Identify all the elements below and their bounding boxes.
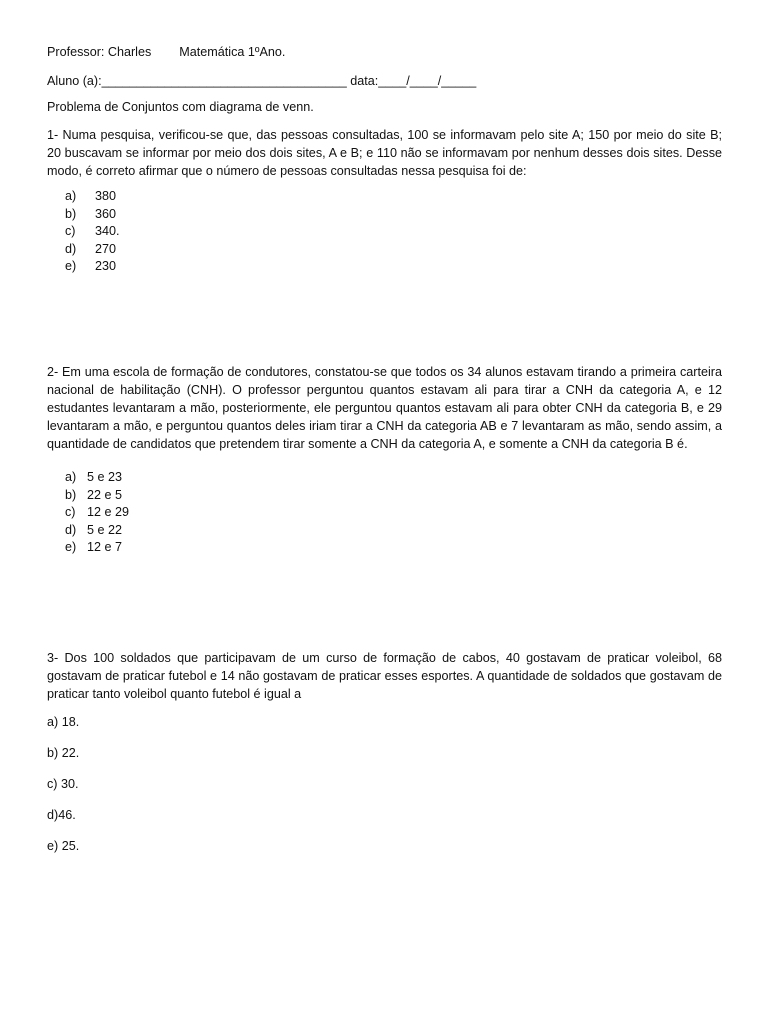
option-3b: b) 22. <box>47 746 80 760</box>
subject-title: Matemática 1ºAno. <box>179 45 286 59</box>
student-line: Aluno (a):___________________________________ data:____/____/_____ <box>47 74 477 88</box>
question-1-text: 1- Numa pesquisa, verificou-se que, das pessoas consultadas, 100 se informavam pelo site A; 150 por meio do site B; 20 buscavam se informar por meio dos dois sites, A e B; e 110 não se informavam por nenhum desses dois sites. Desse modo, é correto afirmar que o número de pessoas consultadas nessa pesquisa foi de: <box>47 128 722 178</box>
worksheet-page <box>47 0 723 1024</box>
option-3e: e) 25. <box>47 839 80 853</box>
topic-title: Problema de Conjuntos com diagrama de venn. <box>47 100 314 114</box>
option-3d: d)46. <box>47 808 76 822</box>
option-3a: a) 18. <box>47 715 80 729</box>
question-1-options <box>65 188 120 276</box>
option-2d: d) 5 e 22 <box>65 522 123 537</box>
option-1a: a) 380 <box>65 189 117 203</box>
option-1d: d) 270 <box>65 241 117 256</box>
option-1b: b) 360 <box>65 206 117 221</box>
question-2-text: 2- Em uma escola de formação de condutores, constatou-se que todos os 34 alunos estavam tirando a primeira carteira nacional de habilitação (CNH). O professor perguntou quantos estavam ali para tirar a CNH da categoria A, e 12 estudantes levantaram a mão, posteriormente, ele perguntou quantos estavam ali para obter CNH da categoria B, e 29 levantaram a mão, e perguntou quantos deles iriam tirar a CNH da categoria AB e 7 levantaram as mão, sendo assim, a quantidade de candidatos que pretendem tirar somente a CNH da categoria A, e somente a CNH da categoria B é. <box>47 365 722 451</box>
question-3-text: 3- Dos 100 soldados que participavam de um curso de formação de cabos, 40 gostavam de praticar voleibol, 68 gostavam de praticar futebol e 14 não gostavam de praticar esses esportes. A quantidade de soldados que gostavam de praticar tanto voleibol quanto futebol é igual a <box>47 651 722 701</box>
question-2-options <box>65 469 129 557</box>
option-2c: c) 12 e 29 <box>65 505 130 520</box>
option-1c: c) 340. <box>65 224 120 239</box>
option-2e: e) 12 e 7 <box>65 540 123 555</box>
option-1e: e) 230 <box>65 259 117 274</box>
header-line <box>47 43 285 61</box>
option-3c: c) 30. <box>47 777 79 791</box>
question-3-options <box>47 713 79 868</box>
option-2a: a) 5 e 23 <box>65 470 123 484</box>
option-2b: b) 22 e 5 <box>65 487 123 502</box>
professor-name: Professor: Charles <box>47 45 152 59</box>
